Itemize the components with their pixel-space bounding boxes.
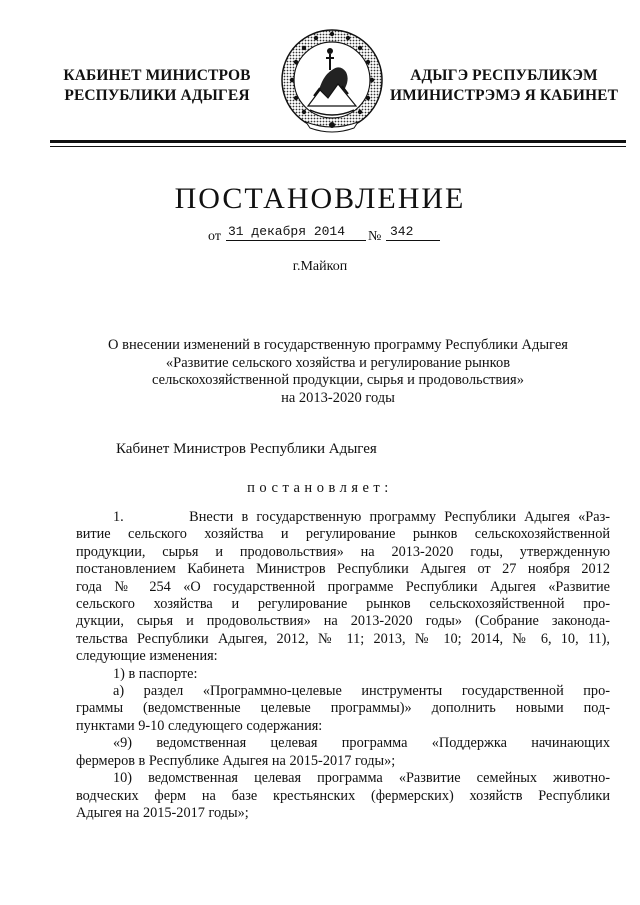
subject-line: О внесении изменений в государственную программу Республики Адыгея: [108, 337, 568, 353]
subject-line: на 2013-2020 годы: [281, 389, 395, 406]
body-line: года № 254 «О государственной программе Республики Адыгея «Развитие: [76, 578, 610, 595]
document-number: 342: [386, 224, 440, 241]
body-line: а) раздел «Программно-целевые инструменты государственной про-: [113, 683, 610, 700]
body-line: продукции, сырья и продовольствия» на 2013-2020 годы, утвержденную: [76, 543, 610, 560]
body-line: пунктами 9-10 следующего содержания:: [76, 717, 323, 734]
body-line: 1) в паспорте:: [113, 665, 198, 682]
issuer-line: РЕСПУБЛИКИ АДЫГЕЯ: [64, 87, 250, 104]
body-line: витие сельского хозяйства и регулирование рынков сельскохозяйственной: [76, 526, 610, 543]
subject-line: «Развитие сельского хозяйства и регулирование рынков: [165, 354, 511, 371]
body-line: следующие изменения:: [76, 648, 218, 665]
header-rule-thick: [50, 140, 626, 143]
issuer-line: ИМИНИСТРЭМЭ Я КАБИНЕТ: [389, 87, 619, 104]
document-body: [76, 509, 610, 822]
body-line: «9) ведомственная целевая программа «Поддержка начинающих: [113, 735, 610, 752]
number-label: №: [368, 229, 382, 244]
body-line: дукции, сырья и продовольствия» на 2013-2020 годы» (Собрание законода-: [76, 613, 610, 630]
body-line: 10) ведомственная целевая программа «Развитие семейных животно-: [113, 770, 610, 787]
body-line: Адыгея на 2015-2017 годы»;: [76, 804, 249, 821]
body-line: фермеров в Республике Адыгея на 2015-2017 годы»;: [76, 752, 396, 769]
issuer-name-adyghe: [384, 66, 624, 106]
body-line: 1. Внести в государственную программу Республики Адыгея «Раз-: [113, 509, 610, 525]
issuing-body-line: Кабинет Министров Республики Адыгея: [116, 441, 377, 457]
body-line: сельского хозяйства и регулирование рынков сельскохозяйственной про-: [76, 596, 610, 613]
date-number-line: [208, 224, 448, 246]
issuer-name-russian: [52, 66, 262, 106]
issuer-line: КАБИНЕТ МИНИСТРОВ: [63, 67, 251, 84]
body-line: граммы (ведомственные целевые программы)» дополнить новыми под-: [76, 700, 610, 717]
issuer-line: АДЫГЭ РЕСПУБЛИКЭМ: [410, 67, 598, 84]
city-of-issue: г.Майкоп: [292, 259, 348, 274]
header-rule-thin: [50, 146, 626, 147]
coat-of-arms-icon: [280, 24, 384, 136]
document-title: ПОСТАНОВЛЕНИЕ: [174, 182, 466, 215]
subject-line: сельскохозяйственной продукции, сырья и продовольствия»: [152, 372, 524, 388]
body-line: водческих ферм на базе крестьянских (фермерских) хозяйств Республики: [76, 787, 610, 804]
document-date: 31 декабря 2014: [226, 224, 366, 241]
letterhead: [0, 0, 640, 150]
document-subject: [60, 337, 616, 407]
body-line: постановлением Кабинета Министров Республики Адыгея от 27 ноября 2012: [76, 561, 610, 578]
resolves-line: постановляет:: [247, 480, 393, 496]
date-label: от: [208, 229, 221, 244]
body-line: тельства Республики Адыгея, 2012, № 11; 2013, № 10; 2014, № 6, 10, 11),: [76, 630, 610, 647]
